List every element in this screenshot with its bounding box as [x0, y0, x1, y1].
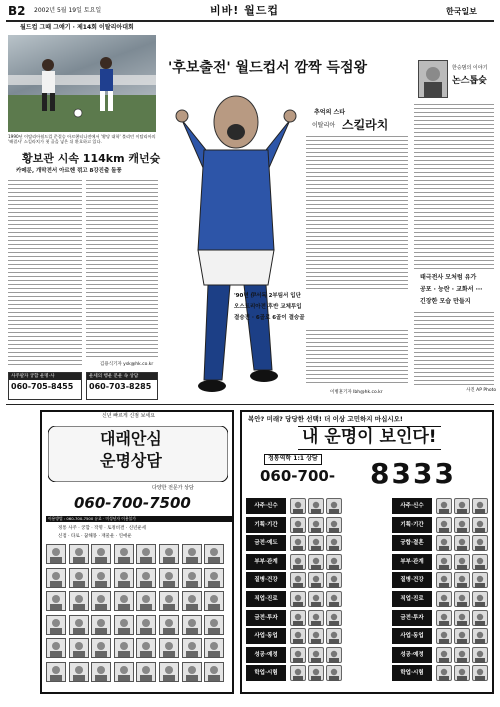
ad-right-headline: 내 운명이 보인다!	[298, 426, 441, 450]
counselor-thumbnail	[114, 591, 134, 611]
header-rule	[6, 20, 494, 22]
counselor-portrait	[290, 665, 306, 681]
counselor-thumbnail	[69, 544, 89, 564]
category-label: 사업·동업	[392, 628, 432, 644]
counselor-portrait	[436, 517, 452, 533]
counselor-portrait	[290, 517, 306, 533]
counselor-thumbnail	[46, 591, 66, 611]
counselor-portrait	[290, 647, 306, 663]
ad-left-headline-2: 운명상담	[100, 451, 162, 470]
counselor-portrait	[326, 554, 342, 570]
counselor-portrait	[472, 554, 488, 570]
counselor-portrait	[290, 610, 306, 626]
counselor-thumbnail	[114, 615, 134, 635]
counselor-thumbnail	[46, 568, 66, 588]
ads-separator	[6, 404, 494, 405]
counselor-thumbnail	[114, 638, 134, 658]
column-subtitle-3: 긴장한 모습 만들지	[420, 298, 471, 305]
column-text-top	[414, 104, 494, 269]
category-label: 기획·기간	[392, 517, 432, 533]
ad-left-headline-1: 대래안심	[100, 429, 162, 448]
ad-left-note-2: 정통 사주 · 궁합 · 작명 · 토정비결 · 신년운세	[58, 526, 147, 531]
feature-series-label: 추억의 스타	[314, 109, 346, 116]
counselor-portrait	[436, 554, 452, 570]
feature-byline: 이병훈기자 lbh@hk.co.kr	[330, 390, 383, 395]
ad-left	[40, 410, 234, 694]
counselor-portrait	[454, 647, 470, 663]
counselor-thumbnail	[114, 568, 134, 588]
counselor-portrait	[472, 591, 488, 607]
left-photo-caption: 1990년 이탈리아월드컵 준결승 아르헨티나전에서 '황당 대학' 불리던 이탈리아의 '해결사' 스킬라치가 첫 골을 넣은 뒤 환호하고 있다.	[8, 134, 156, 145]
counselor-portrait	[308, 572, 324, 588]
section-title: 비바! 월드컵	[210, 4, 279, 17]
counselor-thumbnail	[69, 615, 89, 635]
counselor-portrait	[436, 572, 452, 588]
category-label: 직업·진로	[246, 591, 286, 607]
counselor-portrait	[454, 628, 470, 644]
counselor-thumbnail	[114, 662, 134, 682]
counselor-thumbnail	[46, 544, 66, 564]
player-celebration-photo-icon	[164, 80, 304, 398]
category-label: 질병·건강	[246, 572, 286, 588]
counselor-portrait	[326, 498, 342, 514]
counselor-thumbnail	[91, 568, 111, 588]
counselor-portrait	[472, 535, 488, 551]
column-text-bottom	[414, 312, 494, 386]
counselor-portrait	[290, 591, 306, 607]
counselor-thumbnail	[69, 568, 89, 588]
counselor-portrait	[308, 498, 324, 514]
category-label: 사주·신수	[246, 498, 286, 514]
counselor-portrait	[308, 665, 324, 681]
counselor-portrait	[308, 517, 324, 533]
counselor-portrait	[308, 591, 324, 607]
small-ad-1	[8, 372, 82, 400]
counselor-portrait	[472, 610, 488, 626]
counselor-portrait	[472, 647, 488, 663]
counselor-thumbnail	[204, 615, 224, 635]
category-label: 사업·동업	[246, 628, 286, 644]
counselor-portrait	[436, 647, 452, 663]
counselor-thumbnail	[69, 662, 89, 682]
columnist-face-icon	[419, 61, 447, 97]
counselor-portrait	[436, 591, 452, 607]
counselor-thumbnail	[204, 662, 224, 682]
left-photo	[8, 35, 156, 132]
feature-bio-2: 오스트리아전 후반 교체투입	[234, 304, 302, 310]
counselor-portrait	[454, 554, 470, 570]
ad-right-sub-label: 정통역학 1:1 상담	[264, 454, 322, 465]
feature-text-top	[306, 136, 408, 290]
ad-left-note-3: 신점 · 타로 · 꿈해몽 · 재물운 · 연애운	[58, 534, 132, 539]
counselor-portrait	[326, 591, 342, 607]
counselor-portrait	[472, 498, 488, 514]
counselor-thumbnail	[136, 638, 156, 658]
category-label: 금전·예도	[246, 535, 286, 551]
counselor-thumbnail	[182, 591, 202, 611]
category-label: 직업·진로	[392, 591, 432, 607]
counselor-portrait	[290, 628, 306, 644]
counselor-thumbnail	[69, 591, 89, 611]
feature-photo	[164, 80, 304, 398]
counselor-portrait	[436, 498, 452, 514]
category-label: 기획·기간	[246, 517, 286, 533]
counselor-thumbnail	[136, 662, 156, 682]
counselor-portrait	[326, 572, 342, 588]
counselor-thumbnail	[136, 615, 156, 635]
left-headline: 황보관 시속 114km 캐넌슛	[22, 152, 161, 165]
category-label: 금전·투자	[392, 610, 432, 626]
ad-left-note-1: 이용방법 : 060-700-7500 유료 · 미성년자 이용불가	[46, 516, 234, 522]
counselor-thumbnail	[69, 638, 89, 658]
soccer-photo-icon	[8, 35, 156, 132]
ad-left-top-line: 신년 빠르게 신점 보세요	[102, 413, 156, 419]
counselor-thumbnail	[204, 544, 224, 564]
ad-left-phone: 060-700-7500	[74, 494, 191, 512]
feature-bio-1: '90년 伊서독 2부팀서 입단	[234, 293, 301, 299]
counselor-portrait	[454, 572, 470, 588]
ad-left-tagline: 다양한 전문가 상담	[152, 485, 194, 491]
counselor-thumbnail	[204, 568, 224, 588]
counselor-portrait	[454, 665, 470, 681]
counselor-portrait	[290, 554, 306, 570]
counselor-portrait	[454, 610, 470, 626]
counselor-portrait	[326, 517, 342, 533]
counselor-thumbnail	[159, 568, 179, 588]
ad-right-top-banner: 복안? 미래? 당당한 선택! 더 이상 고민하지 마십시오!	[248, 415, 403, 423]
paper-name: 한국일보	[446, 7, 477, 16]
counselor-portrait	[436, 610, 452, 626]
column-subtitle-1: 태극전사 모처럼 유가	[420, 274, 477, 281]
category-label: 질병·건강	[392, 572, 432, 588]
feature-bio-3: 결승전 · 6골로 6골이 결승골	[234, 315, 305, 321]
column-portrait	[418, 60, 448, 98]
category-label: 성공·예정	[392, 647, 432, 663]
photo-credit: 사진 AP Photo	[466, 388, 497, 393]
counselor-portrait	[472, 665, 488, 681]
counselor-thumbnail	[91, 638, 111, 658]
category-label: 궁합·결혼	[392, 535, 432, 551]
counselor-thumbnail	[91, 662, 111, 682]
counselor-portrait	[326, 647, 342, 663]
counselor-portrait	[308, 535, 324, 551]
category-label: 금전·투자	[246, 610, 286, 626]
counselor-thumbnail	[159, 544, 179, 564]
counselor-portrait	[454, 591, 470, 607]
small-ad-1-title: 사주팔자 궁합 운명·사	[9, 373, 81, 380]
counselor-portrait	[472, 572, 488, 588]
feature-headline: '후보출전' 월드컵서 깜짝 득점왕	[168, 60, 368, 76]
counselor-thumbnail	[182, 662, 202, 682]
category-label: 부부·관계	[246, 554, 286, 570]
category-label: 사주·신수	[392, 498, 432, 514]
small-ad-2-phone: 060-703-8285	[89, 382, 152, 392]
counselor-portrait	[308, 610, 324, 626]
category-label: 성공·예정	[246, 647, 286, 663]
counselor-portrait	[326, 628, 342, 644]
counselor-portrait	[326, 610, 342, 626]
left-subhead: 카메룬, 개막전서 아르헨 꺾고 8강진출 돌풍	[16, 168, 122, 174]
counselor-thumbnail	[136, 568, 156, 588]
counselor-thumbnail	[159, 615, 179, 635]
ad-left-counselor-grid	[46, 544, 228, 686]
counselor-portrait	[308, 647, 324, 663]
counselor-thumbnail	[46, 615, 66, 635]
counselor-portrait	[290, 535, 306, 551]
counselor-portrait	[454, 535, 470, 551]
small-ad-2	[86, 372, 158, 400]
counselor-thumbnail	[159, 638, 179, 658]
counselor-portrait	[308, 554, 324, 570]
left-kicker: 월드컵 그때 그얘기 · 제14회 이탈리아대회	[20, 24, 134, 31]
category-label: 부부·관계	[392, 554, 432, 570]
left-byline: 김용식기자 ysk@hk.co.kr	[100, 362, 154, 367]
issue-date: 2002년 5월 19일 토요일	[34, 7, 102, 14]
counselor-portrait	[472, 517, 488, 533]
counselor-portrait	[308, 628, 324, 644]
counselor-portrait	[290, 498, 306, 514]
feature-player-country: 이탈리아	[312, 122, 336, 129]
counselor-thumbnail	[182, 638, 202, 658]
column-title: 논스톱슛	[452, 76, 487, 86]
left-story-text-col1	[8, 180, 82, 368]
feature-text-mid	[306, 330, 408, 386]
ad-right	[240, 410, 494, 694]
counselor-portrait	[436, 628, 452, 644]
counselor-thumbnail	[182, 568, 202, 588]
column-label: 한승범의 이야기	[452, 65, 488, 71]
small-ad-1-phone: 060-705-8455	[11, 382, 74, 392]
counselor-thumbnail	[204, 591, 224, 611]
counselor-portrait	[436, 665, 452, 681]
counselor-thumbnail	[182, 544, 202, 564]
category-label: 학업·시험	[246, 665, 286, 681]
counselor-thumbnail	[182, 615, 202, 635]
column-subtitle-2: 공포 · 능란 · 교화서 ···	[420, 286, 483, 293]
counselor-thumbnail	[136, 544, 156, 564]
counselor-thumbnail	[204, 638, 224, 658]
feature-player-name: 스킬라치	[342, 118, 389, 132]
counselor-portrait	[436, 535, 452, 551]
counselor-portrait	[326, 665, 342, 681]
counselor-thumbnail	[136, 591, 156, 611]
small-ad-2-title: 운세의 행운 문운 속 상담	[87, 373, 157, 380]
ad-right-phone-prefix: 060-700-	[260, 467, 336, 485]
counselor-portrait	[290, 572, 306, 588]
category-label: 학업·시험	[392, 665, 432, 681]
counselor-portrait	[326, 535, 342, 551]
counselor-thumbnail	[159, 591, 179, 611]
counselor-thumbnail	[159, 662, 179, 682]
ad-right-phone-number: 8333	[370, 457, 456, 490]
left-story-text-col2	[86, 180, 158, 360]
counselor-portrait	[454, 517, 470, 533]
counselor-thumbnail	[91, 615, 111, 635]
counselor-portrait	[454, 498, 470, 514]
counselor-thumbnail	[46, 638, 66, 658]
counselor-thumbnail	[114, 544, 134, 564]
ad-right-category-grid	[246, 498, 490, 686]
counselor-portrait	[472, 628, 488, 644]
counselor-thumbnail	[91, 591, 111, 611]
counselor-thumbnail	[46, 662, 66, 682]
counselor-thumbnail	[91, 544, 111, 564]
page-number: B2	[8, 4, 26, 18]
